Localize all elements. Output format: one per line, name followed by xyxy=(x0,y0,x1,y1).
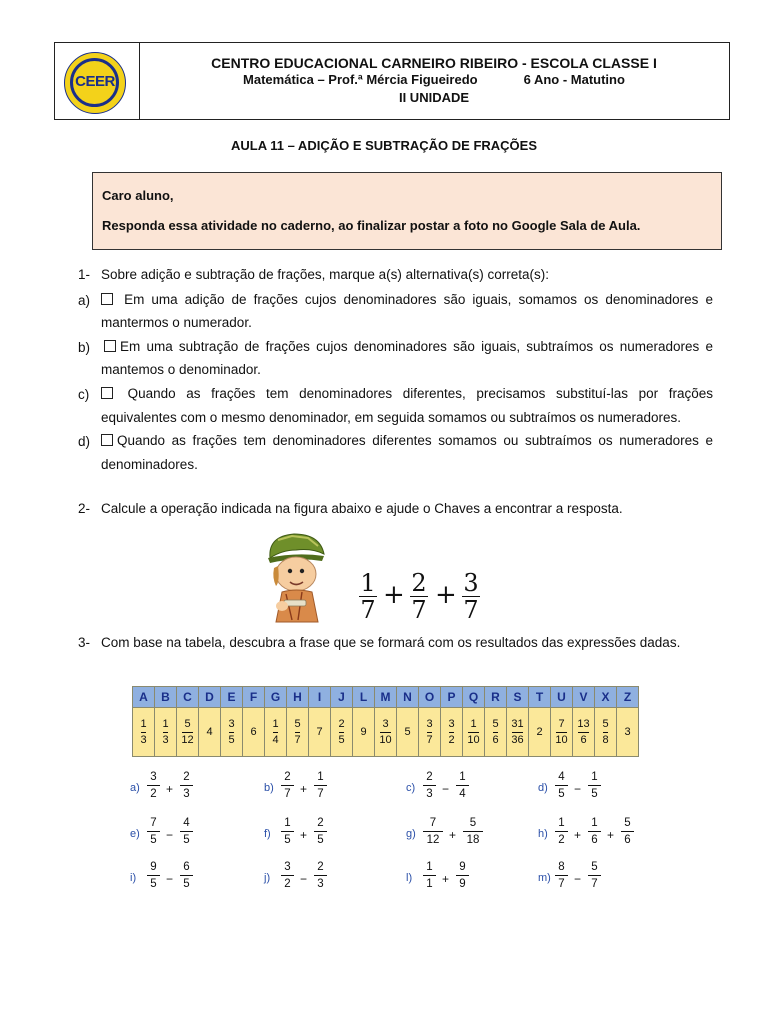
expression-label: f) xyxy=(264,828,271,840)
lesson-title: AULA 11 – ADIÇÃO E SUBTRAÇÃO DE FRAÇÕES xyxy=(230,138,537,153)
value-z: 3 xyxy=(617,708,639,757)
letter-c: C xyxy=(177,687,199,708)
letter-m: M xyxy=(375,687,397,708)
school-logo: CEER xyxy=(64,52,126,114)
expression-fraction: 1 6 xyxy=(588,816,601,847)
expression-operator: + xyxy=(574,828,582,842)
q1-option-c: Quando as frações tem denominadores diferentes, precisamos substituí-las por frações xyxy=(101,386,713,401)
expression-fraction: 6 5 xyxy=(180,860,193,891)
school-name: CENTRO EDUCACIONAL CARNEIRO RIBEIRO - ESCOLA CLASSE I xyxy=(211,55,657,71)
letter-t: T xyxy=(529,687,551,708)
q1-option-a-letter: a) xyxy=(78,293,91,308)
notice-box xyxy=(92,172,722,250)
letter-q: Q xyxy=(463,687,485,708)
expression-operator: + xyxy=(442,872,450,886)
expression-label: c) xyxy=(406,782,416,794)
expression-fraction: 5 7 xyxy=(588,860,601,891)
letter-b: B xyxy=(155,687,177,708)
chaves-character-illustration xyxy=(262,530,334,626)
expression-label: g) xyxy=(406,828,416,840)
checkbox-b[interactable] xyxy=(104,340,116,352)
letter-v: V xyxy=(573,687,595,708)
notice-greeting: Caro aluno, xyxy=(102,188,174,203)
letter-i: I xyxy=(309,687,331,708)
value-m: $\frac{3}{10}$ xyxy=(375,708,397,757)
letter-u: U xyxy=(551,687,573,708)
expression-fraction: 1 4 xyxy=(456,770,469,801)
q1-prompt: Sobre adição e subtração de frações, marque a(s) alternativa(s) correta(s): xyxy=(101,267,549,282)
q2-operator-2: + xyxy=(435,580,457,610)
value-e: $\frac{3}{5}$ xyxy=(221,708,243,757)
value-q: $\frac{1}{10}$ xyxy=(463,708,485,757)
expression-fraction: 9 5 xyxy=(147,860,160,891)
letter-a: A xyxy=(133,687,155,708)
letter-o: O xyxy=(419,687,441,708)
value-a: $\frac{1}{3}$ xyxy=(133,708,155,757)
value-j: $\frac{2}{5}$ xyxy=(331,708,353,757)
expression-operator: + xyxy=(166,782,174,796)
checkbox-d[interactable] xyxy=(101,434,113,446)
expression-label: i) xyxy=(130,872,137,884)
letter-r: R xyxy=(485,687,507,708)
letter-z: Z xyxy=(617,687,639,708)
value-h: $\frac{5}{7}$ xyxy=(287,708,309,757)
q2-number: 2- xyxy=(78,501,91,516)
value-n: 5 xyxy=(397,708,419,757)
expression-fraction: 7 12 xyxy=(423,816,443,847)
letter-g: G xyxy=(265,687,287,708)
value-l: 9 xyxy=(353,708,375,757)
q1-option-b-line2: mantemos o denominador. xyxy=(101,362,261,377)
expression-label: h) xyxy=(538,828,548,840)
expression-operator: − xyxy=(574,782,582,796)
expression-fraction: 3 2 xyxy=(147,770,160,801)
expression-fraction: 2 7 xyxy=(281,770,294,801)
letter-e: E xyxy=(221,687,243,708)
expression-fraction: 4 5 xyxy=(555,770,568,801)
expression-fraction: 1 1 xyxy=(423,860,436,891)
letter-code-table xyxy=(132,686,639,757)
expression-fraction: 2 5 xyxy=(314,816,327,847)
logo-cell xyxy=(55,43,140,119)
expression-fraction: 8 7 xyxy=(555,860,568,891)
expression-fraction: 1 5 xyxy=(281,816,294,847)
expression-fraction: 3 2 xyxy=(281,860,294,891)
q3-number: 3- xyxy=(78,635,91,650)
value-x: $\frac{5}{8}$ xyxy=(595,708,617,757)
q1-option-c-letter: c) xyxy=(78,387,90,402)
q2-fraction-3: 3 7 xyxy=(463,569,479,624)
q1-option-d-letter: d) xyxy=(78,434,91,449)
q1-option-d: Quando as frações tem denominadores diferentes somamos ou subtraímos os numeradores e xyxy=(101,433,713,448)
value-row xyxy=(133,708,639,757)
letter-row xyxy=(133,687,639,708)
letter-l: L xyxy=(353,687,375,708)
expression-fraction: 9 9 xyxy=(456,860,469,891)
expression-label: b) xyxy=(264,782,274,794)
value-p: $\frac{3}{2}$ xyxy=(441,708,463,757)
expression-operator: + xyxy=(449,828,457,842)
expression-fraction: 7 5 xyxy=(147,816,160,847)
q1-option-d-line2: denominadores. xyxy=(101,457,198,472)
value-s: $\frac{31}{36}$ xyxy=(507,708,529,757)
unit-label: II UNIDADE xyxy=(398,90,470,105)
checkbox-a[interactable] xyxy=(101,293,113,305)
expression-label: d) xyxy=(538,782,548,794)
q3-prompt: Com base na tabela, descubra a frase que se formará com os resultados das expressões dadas. xyxy=(101,635,681,650)
expression-operator: − xyxy=(166,872,174,886)
subject-teacher: Matemática – Prof.ª Mércia Figueiredo xyxy=(243,72,478,87)
checkbox-c[interactable] xyxy=(101,387,113,399)
expression-operator: + xyxy=(300,782,308,796)
expression-operator: + xyxy=(607,828,615,842)
notice-instruction: Responda essa atividade no caderno, ao finalizar postar a foto no Google Sala de Aula. xyxy=(102,218,641,233)
value-r: $\frac{5}{6}$ xyxy=(485,708,507,757)
expression-operator: + xyxy=(300,828,308,842)
value-o: $\frac{3}{7}$ xyxy=(419,708,441,757)
q1-option-a-line2: mantermos o numerador. xyxy=(101,315,252,330)
letter-x: X xyxy=(595,687,617,708)
q2-fraction-1: 1 7 xyxy=(360,569,376,624)
q2-fraction-2: 2 7 xyxy=(411,569,427,624)
value-t: 2 xyxy=(529,708,551,757)
q2-prompt: Calcule a operação indicada na figura abaixo e ajude o Chaves a encontrar a resposta. xyxy=(101,501,623,516)
expression-fraction: 2 3 xyxy=(314,860,327,891)
letter-j: J xyxy=(331,687,353,708)
q1-number: 1- xyxy=(78,267,91,282)
value-g: $\frac{1}{4}$ xyxy=(265,708,287,757)
letter-h: H xyxy=(287,687,309,708)
expression-fraction: 5 6 xyxy=(621,816,634,847)
q1-option-a: Em uma adição de frações cujos denominadores são iguais, somamos os denominadores e xyxy=(101,292,713,307)
expression-operator: − xyxy=(442,782,450,796)
expression-label: m) xyxy=(538,872,551,884)
expression-fraction: 1 7 xyxy=(314,770,327,801)
subject-line xyxy=(139,72,729,87)
expression-fraction: 4 5 xyxy=(180,816,193,847)
value-f: 6 xyxy=(243,708,265,757)
expression-fraction: 5 18 xyxy=(463,816,483,847)
grade: 6 Ano - Matutino xyxy=(523,72,625,87)
letter-n: N xyxy=(397,687,419,708)
header-box xyxy=(54,42,730,120)
value-d: 4 xyxy=(199,708,221,757)
value-b: $\frac{1}{3}$ xyxy=(155,708,177,757)
letter-s: S xyxy=(507,687,529,708)
letter-f: F xyxy=(243,687,265,708)
q1-option-b: Em uma subtração de frações cujos denominadores são iguais, subtraímos os numeradores e xyxy=(104,339,713,354)
expression-fraction: 1 5 xyxy=(588,770,601,801)
expression-label: a) xyxy=(130,782,140,794)
expression-fraction: 1 2 xyxy=(555,816,568,847)
value-v: $\frac{13}{6}$ xyxy=(573,708,595,757)
letter-p: P xyxy=(441,687,463,708)
q1-option-b-letter: b) xyxy=(78,340,91,355)
q1-option-c-line2: equivalentes com o mesmo denominador, em seguida somamos ou subtraímos os numeradores. xyxy=(101,410,682,425)
expression-fraction: 2 3 xyxy=(180,770,193,801)
q2-operator-1: + xyxy=(383,580,405,610)
value-c: $\frac{5}{12}$ xyxy=(177,708,199,757)
value-i: 7 xyxy=(309,708,331,757)
expression-label: j) xyxy=(264,872,271,884)
expression-operator: − xyxy=(166,828,174,842)
value-u: $\frac{7}{10}$ xyxy=(551,708,573,757)
expression-label: l) xyxy=(406,872,413,884)
expression-label: e) xyxy=(130,828,140,840)
letter-d: D xyxy=(199,687,221,708)
expression-fraction: 2 3 xyxy=(423,770,436,801)
expression-operator: − xyxy=(574,872,582,886)
expression-operator: − xyxy=(300,872,308,886)
